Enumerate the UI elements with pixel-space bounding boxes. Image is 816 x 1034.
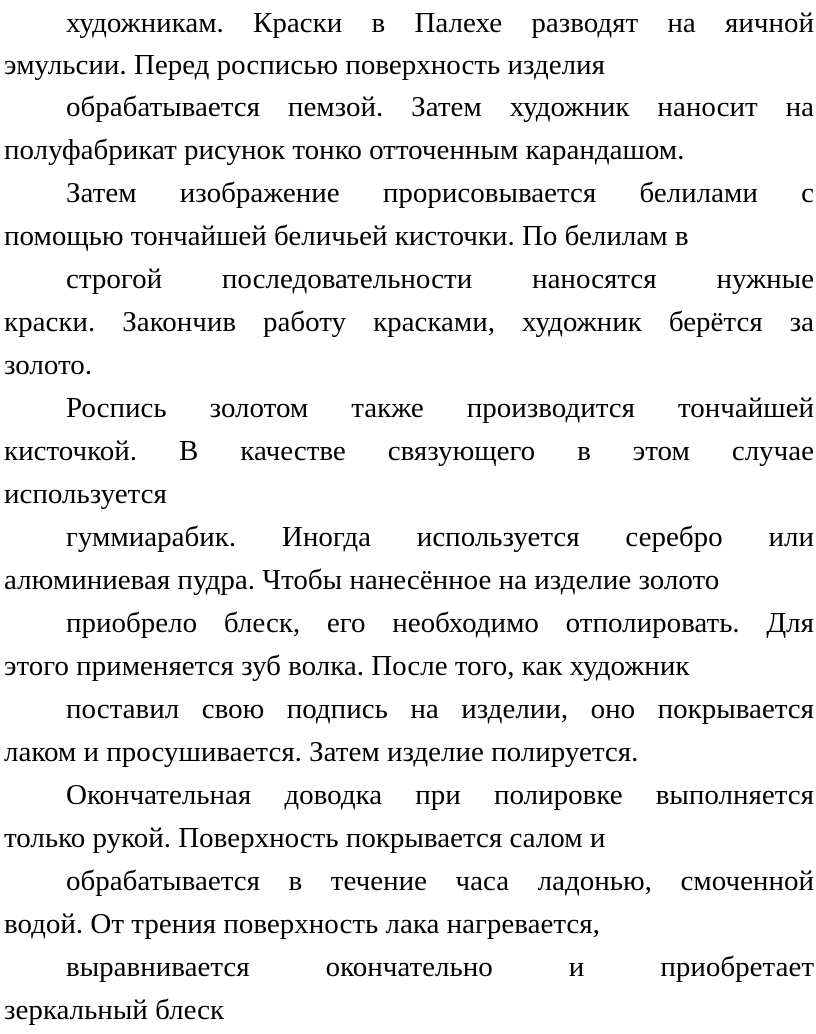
text-line: лаком и просушивается. Затем изделие полируется. xyxy=(4,736,639,768)
text-line: поставил свою подпись на изделии, оно покрывается xyxy=(66,693,814,725)
text-line: гуммиарабик. Иногда используется серебро или xyxy=(66,521,814,553)
text-line: Затем изображение прорисовывается белилами с xyxy=(66,177,814,209)
text-line: золото. xyxy=(4,349,93,381)
text-line: приобрело блеск, его необходимо отполировать. Для xyxy=(66,607,814,639)
text-line: помощью тончайшей беличьей кисточки. По белилам в xyxy=(4,220,689,252)
text-line: художникам. Краски в Палехе разводят на яичной xyxy=(66,7,814,39)
text-line: эмульсии. Перед росписью поверхность изделия xyxy=(4,49,605,81)
text-line: обрабатывается в течение часа ладонью, смоченной xyxy=(66,865,814,897)
text-line: Роспись золотом также производится тончайшей xyxy=(66,392,814,424)
text-line: зеркальный блеск xyxy=(4,994,225,1026)
text-line: водой. От трения поверхность лака нагревается, xyxy=(4,908,600,940)
text-line: этого применяется зуб волка. После того, как художник xyxy=(4,650,690,682)
text-line: алюминиевая пудра. Чтобы нанесённое на изделие золото xyxy=(4,564,720,596)
text-line: полуфабрикат рисунок тонко отточенным карандашом. xyxy=(4,134,685,166)
text-line: строгой последовательности наносятся нужные xyxy=(66,263,814,295)
text-line: выравнивается окончательно и приобретает xyxy=(66,951,814,983)
text-line: используется xyxy=(4,478,167,510)
text-line: краски. Закончив работу красками, художник берётся за xyxy=(4,306,814,338)
text-line: кисточкой. В качестве связующего в этом случае xyxy=(4,435,814,467)
text-line: только рукой. Поверхность покрывается салом и xyxy=(4,822,606,854)
text-line: Окончательная доводка при полировке выполняется xyxy=(66,779,814,811)
text-line: обрабатывается пемзой. Затем художник наносит на xyxy=(66,91,814,123)
